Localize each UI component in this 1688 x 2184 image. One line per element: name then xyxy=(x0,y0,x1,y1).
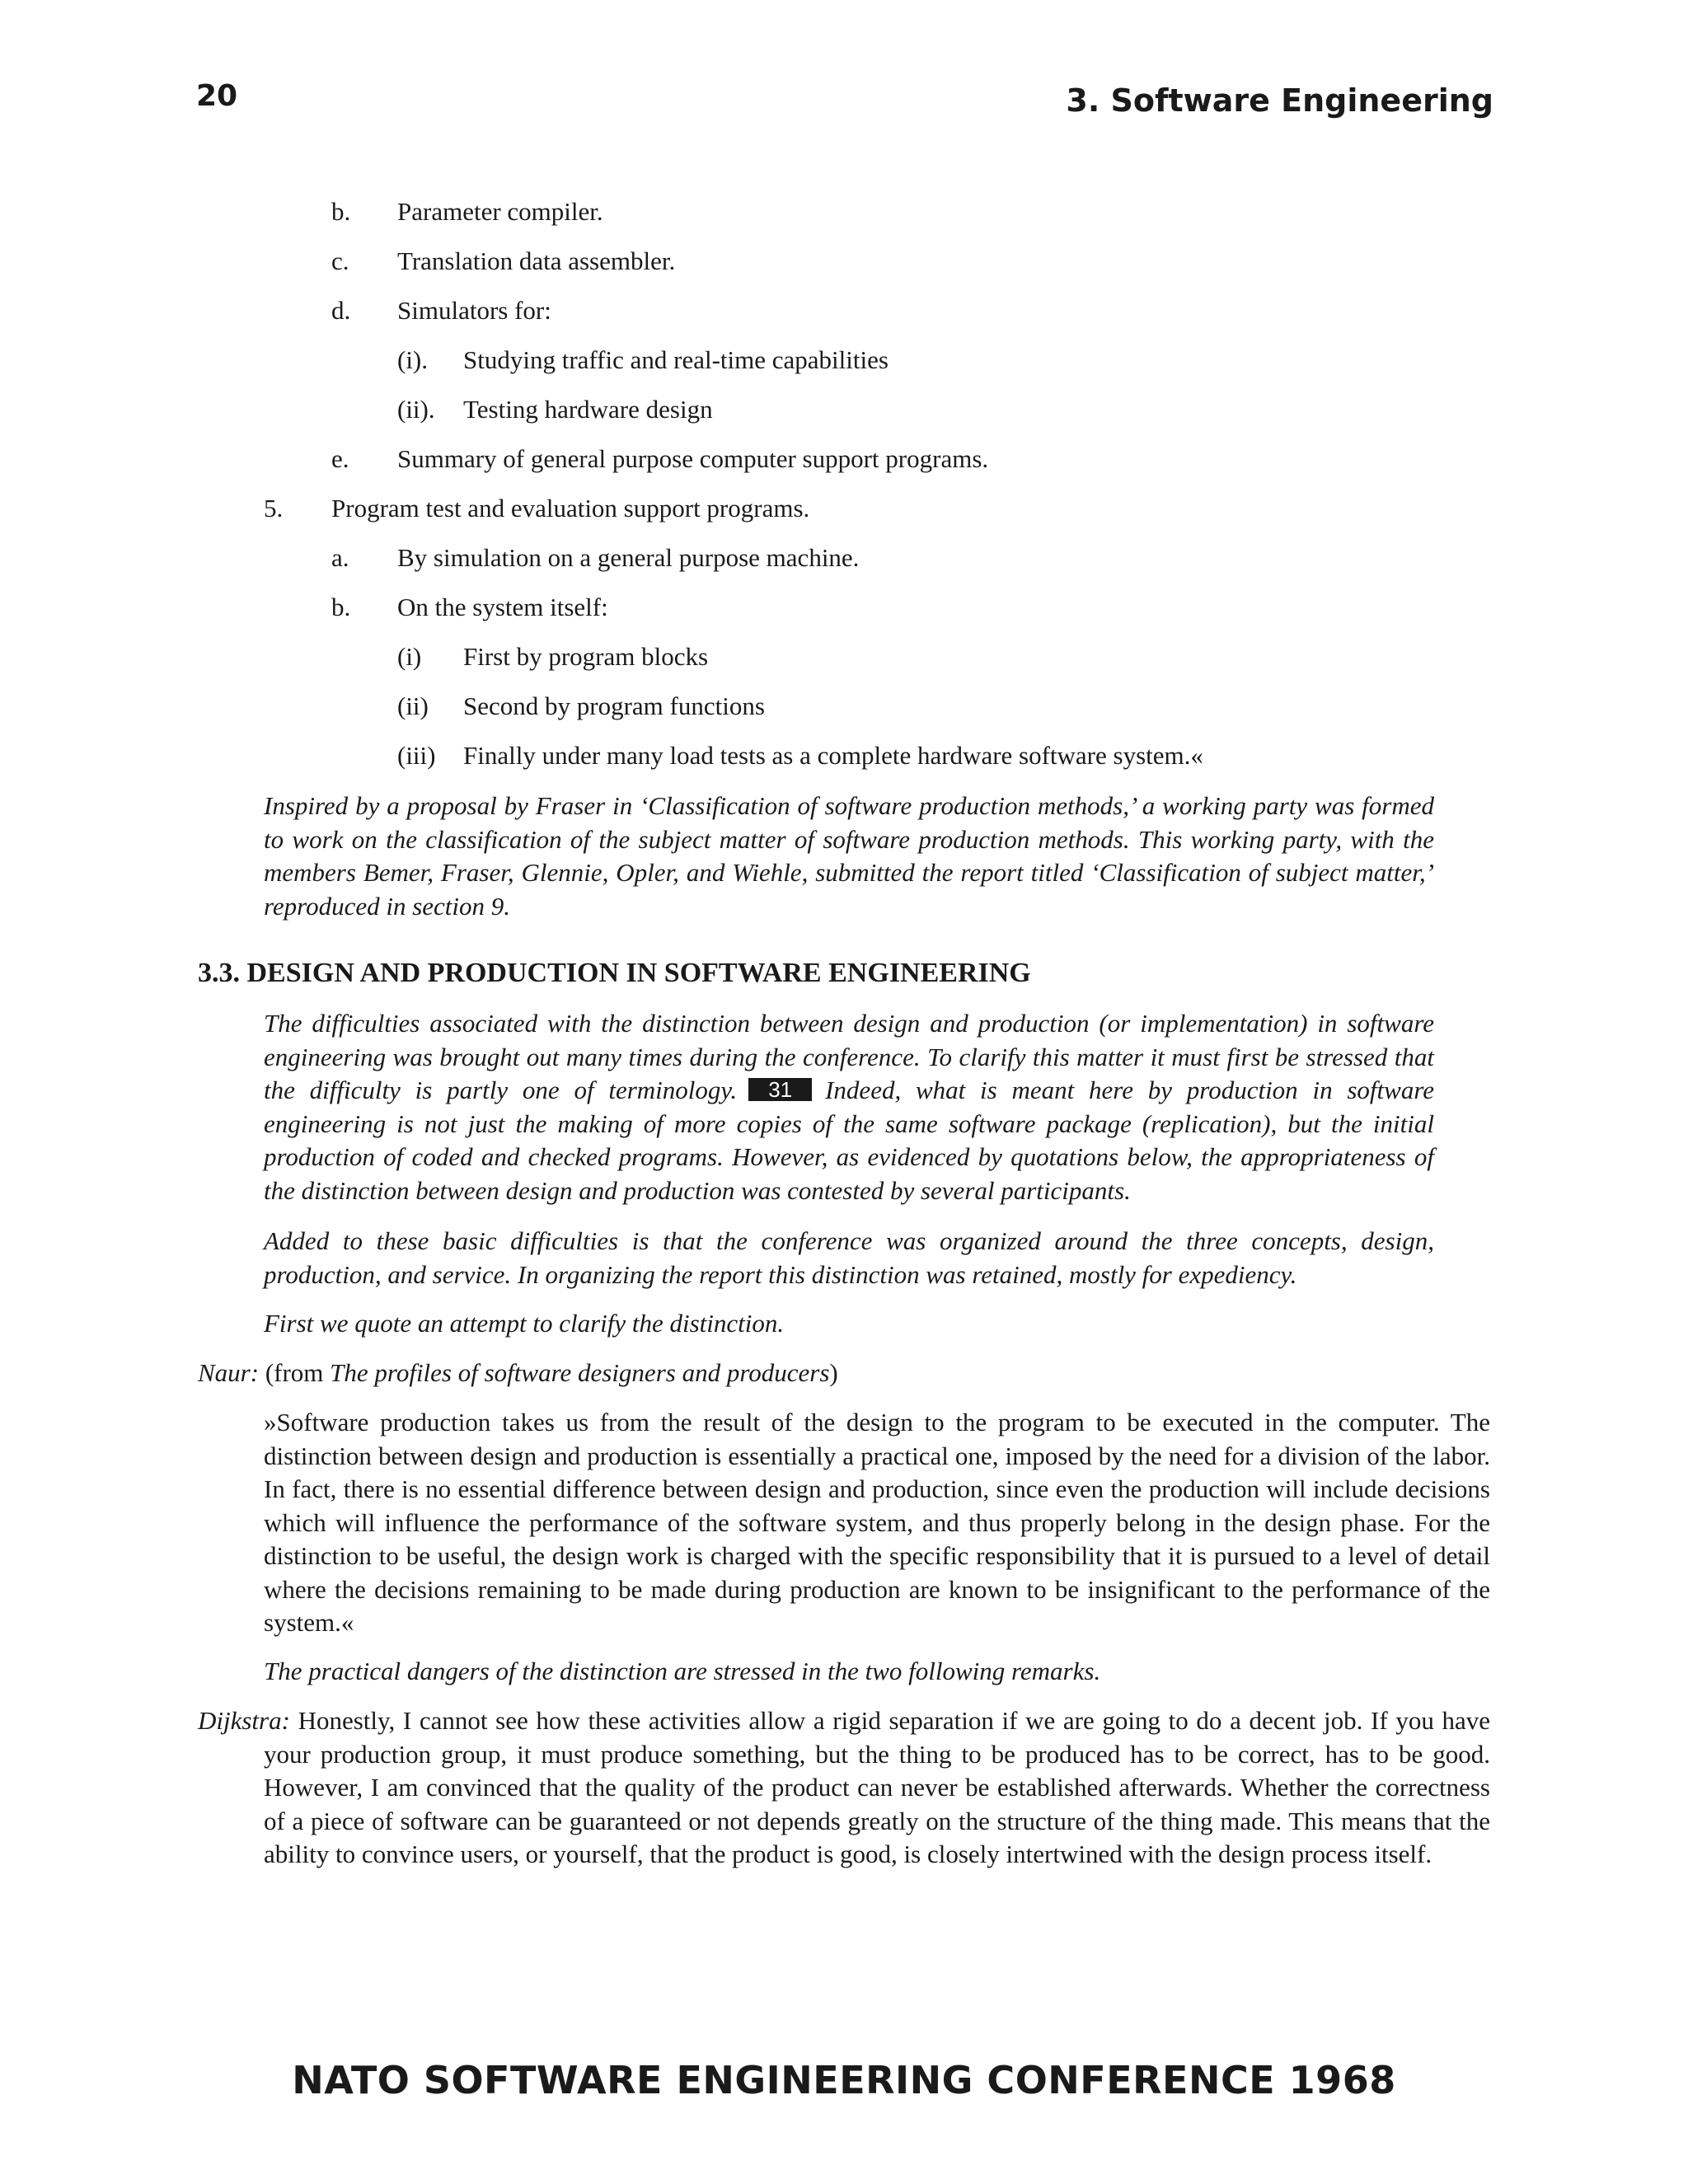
list-text: Program test and evaluation support programs. xyxy=(331,494,810,523)
chapter-title: 3. Software Engineering xyxy=(1066,82,1493,119)
paragraph: Added to these basic difficulties is that the conference was organized around the three concepts, design, production, and service. In organizing the report this distinction was retained, mostly for expediency. xyxy=(264,1226,1434,1289)
speaker-name: Naur: xyxy=(198,1358,260,1387)
list-text: Studying traffic and real-time capabilities xyxy=(463,345,889,374)
page-marker: 31 xyxy=(748,1078,812,1101)
list-label: (iii) xyxy=(397,741,436,770)
footer-title: NATO SOFTWARE ENGINEERING CONFERENCE 1968 xyxy=(292,2058,1396,2102)
quote-attribution xyxy=(198,1357,838,1390)
paragraph-text: Indeed, what is meant here by production in software engineering is not just the making of more copies of the same software package (replication), but the initial production of coded and checked programs. However, as evidenced by quotations below, the appropriateness of the distinction between design and production was contested by several participants. xyxy=(264,1076,1434,1205)
paragraph: First we quote an attempt to clarify the distinction. xyxy=(264,1309,785,1338)
section-heading: 3.3. DESIGN AND PRODUCTION IN SOFTWARE ENGINEERING xyxy=(198,958,1031,988)
list-label: 5. xyxy=(264,494,284,523)
paragraph-text: The difficulties associated with the distinction between design and production (or implementation) in software engineering was brought out many times during the conference. To clarify this matter it must first be stressed that the difficulty is partly one of terminology. xyxy=(264,1009,1434,1104)
speaker-name: Dijkstra: xyxy=(198,1706,290,1735)
attribution-text: ) xyxy=(829,1358,838,1387)
attribution-text: (from xyxy=(265,1358,324,1387)
list-text: Simulators for: xyxy=(397,296,551,325)
page-number: 20 xyxy=(196,79,238,113)
intro-paragraph: Inspired by a proposal by Fraser in ‘Classification of software production methods,’ a working party was formed to work on the classification of the subject matter of software production methods. This working party, with the members Bemer, Fraser, Glennie, Opler, and Wiehle, submitted the report titled ‘Classification of subject matter,’ reproduced in section 9. xyxy=(264,791,1434,921)
list-label: (i). xyxy=(397,345,429,374)
paragraph: The practical dangers of the distinction are stressed in the two following remarks. xyxy=(264,1657,1101,1685)
list-label: b. xyxy=(331,197,351,226)
list-label: (ii) xyxy=(397,691,429,720)
list-text: Parameter compiler. xyxy=(397,197,603,226)
list-label: (i) xyxy=(397,642,422,671)
list-text: Testing hardware design xyxy=(463,395,713,424)
list-label: c. xyxy=(331,246,349,275)
list-text: Finally under many load tests as a complete hardware software system.« xyxy=(463,741,1203,770)
list-text: Second by program functions xyxy=(463,691,765,720)
list-label: d. xyxy=(331,296,351,325)
list-text: By simulation on a general purpose machine. xyxy=(397,543,860,572)
list-text: On the system itself: xyxy=(397,593,608,621)
list-label: b. xyxy=(331,593,351,621)
list-label: (ii). xyxy=(397,395,435,424)
source-title: The profiles of software designers and producers xyxy=(330,1358,830,1387)
list-text: First by program blocks xyxy=(463,642,709,671)
list-label: a. xyxy=(331,543,349,572)
remark-text: Honestly, I cannot see how these activities allow a rigid separation if we are going to do a decent job. If you have your production group, it must produce something, but the thing to be produced has to be correct, has to be good. However, I am convinced that the quality of the product can never be established afterwards. Whether the correctness of a piece of software can be guaranteed or not depends greatly on the structure of the thing made. This means that the ability to convince users, or yourself, that the product is good, is closely intertwined with the design process itself. xyxy=(264,1706,1490,1868)
list-text: Translation data assembler. xyxy=(397,246,676,275)
paragraph xyxy=(264,1007,1434,1207)
block-quote: »Software production takes us from the result of the design to the program to be executed in the computer. The distinction between design and production is essentially a practical one, imposed by the need for a division of the labor. In fact, there is no essential difference between design and production, since even the production will include decisions which will influence the performance of the software system, and thus properly belong in the design phase. For the distinction to be useful, the design work is charged with the specific responsibility that it is pursued to a level of detail where the decisions remaining to be made during production are known to be insignificant to the performance of the system.« xyxy=(264,1408,1490,1637)
list-label: e. xyxy=(331,444,349,473)
speaker-remark xyxy=(198,1704,1490,1872)
list-text: Summary of general purpose computer support programs. xyxy=(397,444,989,473)
